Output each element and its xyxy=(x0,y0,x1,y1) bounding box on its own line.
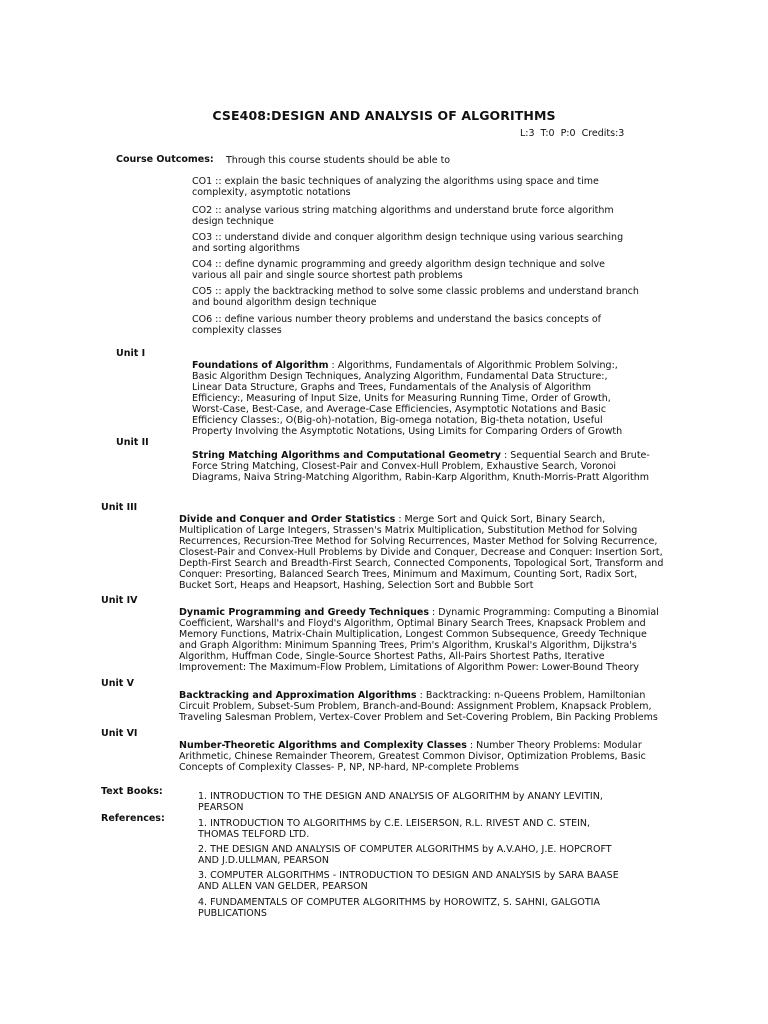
unit-topics: : Number Theory Problems: Modular Arithmetic, Chinese Remainder Theorem, Greatest Common Divisor, Optimization Problems, Basic Concepts of Complexity Classes- P, NP, NP-hard, NP-complete Problems xyxy=(179,740,646,773)
unit-heading: Number-Theoretic Algorithms and Complexity Classes xyxy=(179,740,467,751)
course-outcomes-label: Course Outcomes: xyxy=(116,154,214,165)
page-title: CSE408:DESIGN AND ANALYSIS OF ALGORITHMS xyxy=(212,108,556,123)
unit-label: Unit III xyxy=(101,502,138,513)
course-outcome-item: CO4 :: define dynamic programming and greedy algorithm design technique and solve various all pair and single source shortest path problems xyxy=(192,259,606,281)
text-books-label: Text Books: xyxy=(101,786,163,797)
course-outcome-item: CO3 :: understand divide and conquer algorithm design technique using various searching and sorting algorithms xyxy=(192,232,624,254)
course-outcome-item: CO6 :: define various number theory problems and understand the basics concepts of complexity classes xyxy=(192,314,601,336)
unit-content xyxy=(179,607,663,673)
unit-topics: : Sequential Search and Brute-Force String Matching, Closest-Pair and Convex-Hull Problem, Exhaustive Search, Voronoi Diagrams, Naiva String-Matching Algorithm, Rabin-Karp Algorithm, Knuth-Morris-Pratt Algorithm xyxy=(192,450,650,483)
unit-heading: Foundations of Algorithm xyxy=(192,360,329,371)
reference-item: 4. FUNDAMENTALS OF COMPUTER ALGORITHMS by HOROWITZ, S. SAHNI, GALGOTIA PUBLICATIONS xyxy=(198,897,600,919)
unit-label: Unit IV xyxy=(101,595,138,606)
references-label: References: xyxy=(101,813,165,824)
unit-content xyxy=(192,450,658,483)
unit-content xyxy=(179,740,649,773)
credits-line: L:3 T:0 P:0 Credits:3 xyxy=(520,128,625,139)
unit-label: Unit V xyxy=(101,678,134,689)
unit-content xyxy=(179,690,663,723)
unit-heading: Divide and Conquer and Order Statistics xyxy=(179,514,396,525)
unit-topics: : Merge Sort and Quick Sort, Binary Search, Multiplication of Large Integers, Strassen's Matrix Multiplication, Substitution Method for Solving Recurrences, Recursion-Tree Method for Solving Recurrences, Master Method for Solving Recurrence, Closest-Pair and Convex-Hull Problems by Divide and Conquer, Decrease and Conquer: Insertion Sort, Depth-First Search and Breadth-First Search, Connected Components, Topological Sort, Transform and Conquer: Presorting, Balanced Search Trees, Minimum and Maximum, Counting Sort, Radix Sort, Bucket Sort, Heaps and Heapsort, Hashing, Selection Sort and Bubble Sort xyxy=(179,514,664,591)
course-outcome-item: CO2 :: analyse various string matching algorithms and understand brute force algorithm design technique xyxy=(192,205,614,227)
course-outcome-item: CO1 :: explain the basic techniques of analyzing the algorithms using space and time complexity, asymptotic notations xyxy=(192,176,599,198)
reference-item: 1. INTRODUCTION TO ALGORITHMS by C.E. LEISERSON, R.L. RIVEST AND C. STEIN, THOMAS TELFORD LTD. xyxy=(198,818,591,840)
unit-heading: Dynamic Programming and Greedy Techniques xyxy=(179,607,430,618)
course-outcomes-intro: Through this course students should be able to xyxy=(226,155,451,166)
unit-label: Unit VI xyxy=(101,728,138,739)
reference-item: 2. THE DESIGN AND ANALYSIS OF COMPUTER ALGORITHMS by A.V.AHO, J.E. HOPCROFT AND J.D.ULLMAN, PEARSON xyxy=(198,844,612,866)
unit-heading: Backtracking and Approximation Algorithms xyxy=(179,690,417,701)
course-outcome-item: CO5 :: apply the backtracking method to solve some classic problems and understand branch and bound algorithm design technique xyxy=(192,286,639,308)
reference-item: 3. COMPUTER ALGORITHMS - INTRODUCTION TO DESIGN AND ANALYSIS by SARA BAASE AND ALLEN VAN GELDER, PEARSON xyxy=(198,870,619,892)
unit-topics: : Algorithms, Fundamentals of Algorithmic Problem Solving:, Basic Algorithm Design Techniques, Analyzing Algorithm, Fundamental Data Structure:, Linear Data Structure, Graphs and Trees, Fundamentals of the Analysis of Algorithm Efficiency:, Measuring of Input Size, Units for Measuring Running Time, Order of Growth, Worst-Case, Best-Case, and Average-Case Efficiencies, Asymptotic Notations and Basic Efficiency Classes:, O(Big-oh)-notation, Big-omega notation, Big-theta notation, Useful Property Involving the Asymptotic Notations, Using Limits for Comparing Orders of Growth xyxy=(192,360,623,437)
unit-content xyxy=(192,360,640,437)
unit-content xyxy=(179,514,667,591)
text-book-item: 1. INTRODUCTION TO THE DESIGN AND ANALYSIS OF ALGORITHM by ANANY LEVITIN, PEARSON xyxy=(198,791,603,813)
unit-topics: : Backtracking: n-Queens Problem, Hamiltonian Circuit Problem, Subset-Sum Problem, Branch-and-Bound: Assignment Problem, Knapsack Problem, Traveling Salesman Problem, Vertex-Cover Problem and Set-Covering Problem, Bin Packing Problems xyxy=(179,690,658,723)
unit-heading: String Matching Algorithms and Computational Geometry xyxy=(192,450,501,461)
unit-label: Unit II xyxy=(116,437,149,448)
unit-label: Unit I xyxy=(116,348,146,359)
unit-topics: : Dynamic Programming: Computing a Binomial Coefficient, Warshall's and Floyd's Algorithm, Optimal Binary Search Trees, Knapsack Problem and Memory Functions, Matrix-Chain Multiplication, Longest Common Subsequence, Greedy Technique and Graph Algorithm: Minimum Spanning Trees, Prim's Algorithm, Kruskal's Algorithm, Dijkstra's Algorithm, Huffman Code, Single-Source Shortest Paths, All-Pairs Shortest Paths, Iterative Improvement: The Maximum-Flow Problem, Limitations of Algorithm Power: Lower-Bound Theory xyxy=(179,607,659,673)
